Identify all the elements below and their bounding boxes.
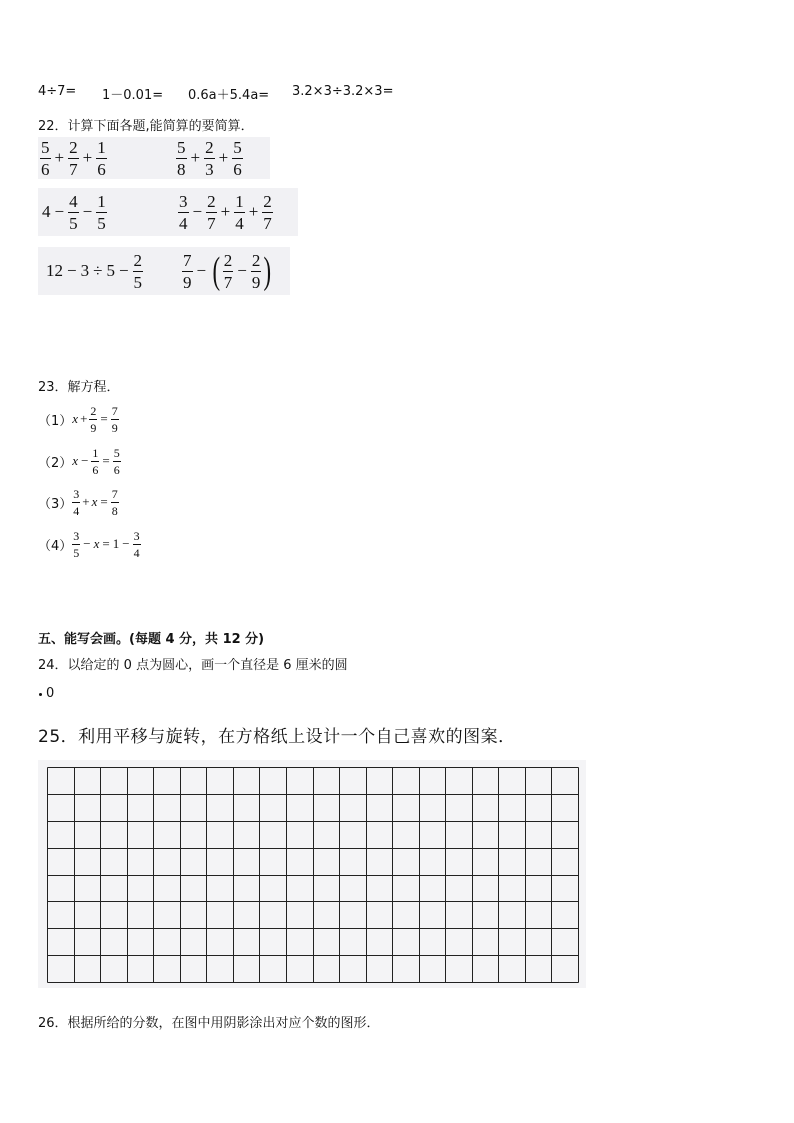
- fraction-denominator: 4: [133, 545, 140, 560]
- fraction-denominator: 6: [233, 159, 242, 179]
- fraction-numerator: 7: [183, 250, 192, 270]
- q25-text: 25．利用平移与旋转，在方格纸上设计一个自己喜欢的图案．: [38, 727, 516, 747]
- whole-number: 12: [46, 261, 63, 280]
- fraction-numerator: 2: [223, 250, 233, 270]
- plus-sign: +: [80, 411, 88, 426]
- fraction-numerator: 5: [233, 137, 242, 157]
- plus-sign: +: [220, 202, 231, 221]
- fraction-denominator: 5: [97, 213, 106, 233]
- q22-row2-right-expression: [178, 192, 273, 232]
- division-sign: ÷: [93, 261, 103, 280]
- q26-text: 26．根据所给的分数，在图中用阴影涂出对应个数的图形．: [38, 1016, 380, 1031]
- fraction-numerator: 3: [179, 191, 188, 211]
- minus-sign: −: [54, 202, 65, 221]
- fraction-numerator: 1: [97, 137, 106, 157]
- minus-sign: −: [237, 261, 247, 280]
- minus-sign: −: [67, 261, 77, 280]
- right-parenthesis: ): [263, 250, 272, 292]
- plus-sign: +: [248, 202, 259, 221]
- plus-sign: +: [190, 148, 201, 167]
- calc-item-4: 3.2×3÷3.2×3=: [292, 84, 394, 99]
- fraction-numerator: 5: [177, 137, 186, 157]
- fraction-numerator: 1: [235, 191, 244, 211]
- q23-equation-3: [38, 486, 119, 518]
- equation-number: （3）: [38, 496, 73, 512]
- equals-sign: =: [102, 453, 110, 468]
- section5-heading: 五、能写会画。(每题 4 分，共 12 分): [38, 632, 265, 647]
- fraction-numerator: 5: [113, 445, 120, 460]
- fraction-denominator: 6: [113, 462, 120, 477]
- fraction-denominator: 7: [263, 213, 272, 233]
- minus-sign: −: [122, 536, 130, 551]
- fraction-numerator: 2: [207, 191, 216, 211]
- q22-title: 22．计算下面各题,能简算的要简算．: [38, 119, 254, 134]
- equation-number: （4）: [38, 538, 73, 554]
- variable-x: x: [91, 494, 98, 509]
- calc-item-2: 1－0.01=: [102, 88, 164, 103]
- variable-x: x: [72, 453, 79, 468]
- q23-equation-1: [38, 403, 119, 435]
- fraction-denominator: 7: [69, 159, 78, 179]
- fraction-numerator: 2: [251, 250, 261, 270]
- fraction-numerator: 3: [133, 528, 140, 543]
- whole-number: 3: [80, 261, 90, 280]
- fraction-numerator: 2: [90, 403, 97, 418]
- fraction-denominator: 3: [205, 159, 214, 179]
- q24-text: 24．以给定的 0 点为圆心，画一个直径是 6 厘米的圆: [38, 658, 348, 673]
- plus-sign: +: [54, 148, 65, 167]
- fraction-denominator: 9: [183, 272, 192, 292]
- fraction-numerator: 2: [205, 137, 214, 157]
- q23-equation-4: [38, 528, 141, 560]
- grid-paper[interactable]: [47, 767, 579, 983]
- equation-number: （2）: [38, 455, 73, 471]
- q22-row2-left-expression: [42, 192, 107, 232]
- fraction-numerator: 7: [111, 486, 118, 501]
- whole-number: 4: [42, 202, 51, 221]
- plus-sign: +: [218, 148, 229, 167]
- q23-equation-2: [38, 445, 121, 477]
- fraction-denominator: 9: [90, 420, 97, 435]
- calc-item-1: 4÷7=: [38, 84, 77, 99]
- left-parenthesis: (: [212, 250, 221, 292]
- fraction-numerator: 2: [69, 137, 78, 157]
- fraction-denominator: 9: [111, 420, 118, 435]
- fraction-denominator: 5: [133, 272, 143, 292]
- center-point-dot: [39, 693, 42, 696]
- q22-row1-left-expression: [40, 138, 107, 178]
- equation-number: （1）: [38, 413, 73, 429]
- fraction-denominator: 4: [179, 213, 188, 233]
- minus-sign: −: [118, 261, 129, 280]
- equals-sign: =: [100, 494, 108, 509]
- fraction-numerator: 4: [69, 191, 78, 211]
- fraction-denominator: 9: [251, 272, 261, 292]
- fraction-numerator: 7: [111, 403, 118, 418]
- fraction-denominator: 6: [92, 462, 99, 477]
- fraction-denominator: 6: [97, 159, 106, 179]
- whole-number: 1: [112, 536, 120, 551]
- variable-x: x: [93, 536, 100, 551]
- equals-sign: =: [100, 411, 108, 426]
- fraction-denominator: 5: [69, 213, 78, 233]
- fraction-denominator: 5: [73, 545, 80, 560]
- plus-sign: +: [82, 148, 93, 167]
- minus-sign: −: [81, 453, 89, 468]
- fraction-denominator: 7: [223, 272, 233, 292]
- fraction-denominator: 6: [41, 159, 50, 179]
- fraction-numerator: 3: [73, 486, 80, 501]
- equals-sign: =: [102, 536, 110, 551]
- fraction-denominator: 7: [207, 213, 216, 233]
- q22-row3-left-expression: [46, 250, 143, 292]
- calc-item-3: 0.6a＋5.4a=: [188, 88, 270, 103]
- minus-sign: −: [82, 202, 93, 221]
- fraction-numerator: 1: [92, 445, 99, 460]
- whole-number: 5: [106, 261, 115, 280]
- q22-row1-right-expression: [176, 138, 243, 178]
- fraction-numerator: 2: [263, 191, 272, 211]
- fraction-numerator: 2: [133, 250, 143, 270]
- fraction-numerator: 1: [97, 191, 106, 211]
- q23-title: 23．解方程．: [38, 380, 120, 395]
- q22-row3-right-expression: [182, 250, 274, 292]
- fraction-denominator: 8: [111, 503, 118, 518]
- minus-sign: −: [83, 536, 91, 551]
- fraction-numerator: 3: [73, 528, 80, 543]
- plus-sign: +: [82, 494, 90, 509]
- minus-sign: −: [196, 261, 207, 280]
- variable-x: x: [72, 411, 79, 426]
- fraction-numerator: 5: [41, 137, 50, 157]
- fraction-denominator: 4: [235, 213, 244, 233]
- center-point-label: 0: [46, 686, 55, 701]
- minus-sign: −: [192, 202, 203, 221]
- fraction-denominator: 4: [73, 503, 80, 518]
- fraction-denominator: 8: [177, 159, 186, 179]
